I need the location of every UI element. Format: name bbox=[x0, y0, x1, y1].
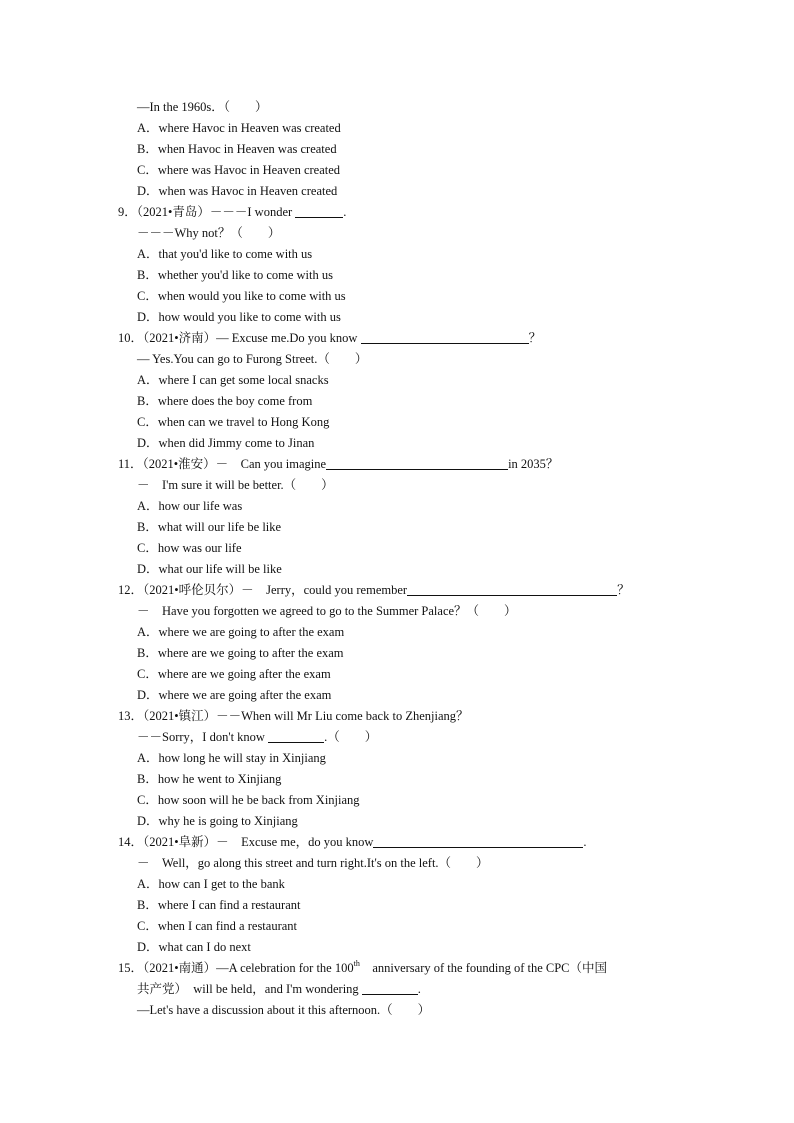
answer-blank bbox=[373, 833, 583, 848]
line-text: . bbox=[343, 205, 347, 219]
line-text: 14．（2021•阜新）－ Excuse me，do you know bbox=[118, 835, 374, 849]
question-text-line: B．what will our life be like bbox=[137, 520, 282, 534]
question-text-line: B．where are we going to after the exam bbox=[137, 646, 344, 660]
question-text-line: —In the 1960s．（ ） bbox=[137, 100, 268, 114]
question-text-line: D．what can I do next bbox=[137, 940, 251, 954]
question-text-line: A．how long he will stay in Xinjiang bbox=[137, 751, 326, 765]
question-text-line: B．whether you'd like to come with us bbox=[137, 268, 333, 282]
superscript: th bbox=[353, 959, 360, 968]
line-text: in 2035？ bbox=[508, 457, 559, 471]
question-stem-line bbox=[0, 454, 794, 475]
question-text-line: － I'm sure it will be better.（ ） bbox=[137, 478, 334, 492]
question-text-line: C．how soon will he be back from Xinjiang bbox=[137, 793, 360, 807]
question-stem-line bbox=[0, 202, 794, 223]
question-text-line: C．when I can find a restaurant bbox=[137, 919, 298, 933]
line-text: . bbox=[583, 835, 587, 849]
line-text: 10．（2021•济南）— Excuse me.Do you know bbox=[118, 331, 361, 345]
question-text-line: B．where does the boy come from bbox=[137, 394, 313, 408]
answer-blank bbox=[361, 329, 529, 344]
answer-blank bbox=[362, 980, 418, 995]
question-text-line bbox=[0, 727, 794, 748]
line-text: . bbox=[417, 982, 421, 996]
question-text-line: D．why he is going to Xinjiang bbox=[137, 814, 298, 828]
line-text: anniversary of the founding of the CPC（中国 bbox=[359, 961, 608, 975]
question-text-line: D．where we are going after the exam bbox=[137, 688, 332, 702]
line-text: 共产党） will be held，and I'm wondering bbox=[137, 982, 362, 996]
answer-blank bbox=[295, 203, 343, 218]
question-text-line: －－－Why not？（ ） bbox=[137, 226, 281, 240]
line-text: ？ bbox=[528, 331, 542, 345]
line-text: 11．（2021•淮安）－ Can you imagine bbox=[118, 457, 327, 471]
line-text: －－Sorry，I don't know bbox=[137, 730, 269, 744]
answer-blank bbox=[407, 581, 617, 596]
question-stem-line: 13．（2021•镇江）－－When will Mr Liu come back to Zhenjiang？ bbox=[118, 709, 469, 723]
answer-blank bbox=[326, 455, 508, 470]
line-text: 12．（2021•呼伦贝尔）－ Jerry，could you remember bbox=[118, 583, 408, 597]
question-text-line: A．where I can get some local snacks bbox=[137, 373, 329, 387]
question-stem-line bbox=[0, 958, 794, 979]
question-stem-line bbox=[0, 832, 794, 853]
question-text-line: － Well，go along this street and turn right.It's on the left.（ ） bbox=[137, 856, 489, 870]
question-text-line: —Let's have a discussion about it this afternoon.（ ） bbox=[137, 1003, 431, 1017]
question-text-line: D．how would you like to come with us bbox=[137, 310, 341, 324]
question-text-line: C．when would you like to come with us bbox=[137, 289, 346, 303]
question-text-line: D．when was Havoc in Heaven created bbox=[137, 184, 338, 198]
question-text-line: C．when can we travel to Hong Kong bbox=[137, 415, 330, 429]
line-text: ？ bbox=[617, 583, 630, 597]
question-text-line: B．where I can find a restaurant bbox=[137, 898, 301, 912]
line-text: 15．（2021•南通）—A celebration for the 100 bbox=[118, 961, 354, 975]
question-list bbox=[0, 97, 794, 1021]
question-text-line: A．how can I get to the bank bbox=[137, 877, 285, 891]
answer-blank bbox=[268, 728, 324, 743]
question-text-line: C．where are we going after the exam bbox=[137, 667, 331, 681]
question-text-line: C．how was our life bbox=[137, 541, 242, 555]
question-text-line: A．where Havoc in Heaven was created bbox=[137, 121, 341, 135]
question-text-line: A．how our life was bbox=[137, 499, 243, 513]
question-text-line: — Yes.You can go to Furong Street.（ ） bbox=[137, 352, 368, 366]
question-stem-line bbox=[0, 328, 794, 349]
line-text: 9．（2021•青岛）－－－I wonder bbox=[118, 205, 296, 219]
question-text-line: A．where we are going to after the exam bbox=[137, 625, 345, 639]
question-text-line: － Have you forgotten we agreed to go to the Summer Palace？（ ） bbox=[137, 604, 517, 618]
question-text-line: A．that you'd like to come with us bbox=[137, 247, 313, 261]
question-text-line: D．what our life will be like bbox=[137, 562, 282, 576]
question-text-line: C．where was Havoc in Heaven created bbox=[137, 163, 341, 177]
question-text-line: B．how he went to Xinjiang bbox=[137, 772, 282, 786]
question-text-line: D．when did Jimmy come to Jinan bbox=[137, 436, 315, 450]
line-text: .（ ） bbox=[324, 730, 378, 744]
question-stem-line bbox=[0, 580, 794, 601]
question-text-line: B．when Havoc in Heaven was created bbox=[137, 142, 337, 156]
question-text-line bbox=[0, 979, 794, 1000]
